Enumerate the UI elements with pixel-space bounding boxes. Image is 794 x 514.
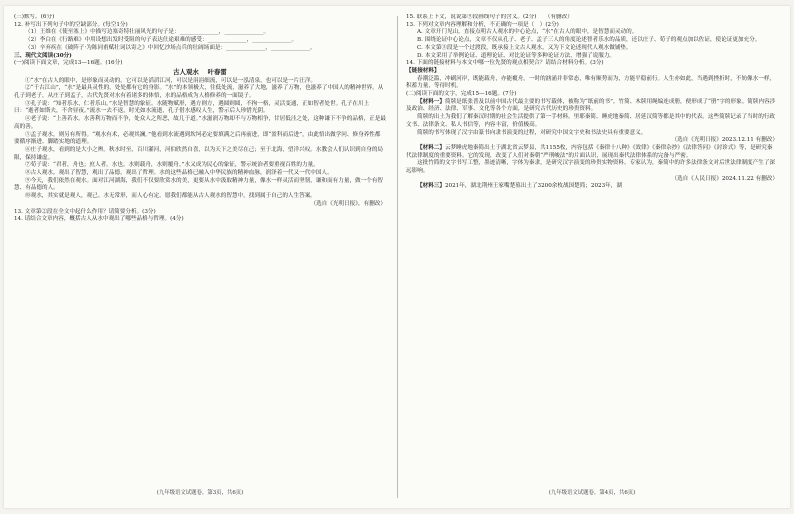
choice-a: A. 文章开门见山，直接点明古人观水的中心论点，“水”在古人的眼中，是智慧而灵动的。 [417,29,638,36]
column-divider [397,16,398,498]
article-paragraph: ②“千古江山”，“水”是最具灵性的，处处都有它的身影。“水”的本领极大，往低处流，滋养了大地，滋养了万物，也滋养了中国人的精神世界。从孔子到老子，从庄子到孟子，古代先贤对水有着诸多的体悟，水的品格成为人格修养的一面镜子。 [14,85,384,100]
question-12: 12. 补写出下列句子中的空缺部分。(每空1分) [14,21,128,28]
material-1-title: 【材料一】 [417,98,445,105]
material-2-source: （选自《人民日报》2024.11.22 有删改） [671,175,778,182]
choice-d: D. 本文采用了举例论证、道理论证、对比论证等多种论证方法，增强了说服力。 [417,52,616,59]
material-2-paragraph: 【材料二】云梦睡虎地秦简出土于湖北省云梦县，共1155枚，内容包括《秦律十八种》《效律》《秦律杂抄》《法律答问》《封诊式》等，是研究秦代法律制度的重要资料。它的发现，改变了人们对秦朝“严刑峻法”的片面认识，展现出秦代法律体系的完备与严密。 [406,144,773,159]
question-link: 14. 下面的链接材料与本文中哪一位先贤的观点相契合？请结合材料分析。(3分) [406,60,604,67]
material-1-paragraph: 简牍的出土为我们了解秦汉时期的社会生活提供了第一手材料。里耶秦简、睡虎地秦简、居延汉简等都是其中的代表。这些简牍记录了当时的行政文书、法律条文、私人书信等，内容丰富，价值极高。 [406,114,776,128]
question-choice: 13. 下列对文章内容理解和分析，不正确的一项是（ ）(2分) [406,21,559,28]
article-paragraph: ⑤孟子观水，则另有所得。“观水有术，必观其澜。”他看到水流遇到坎坷必定要填满之后再前进，即“盈科而后进”，由此悟出做学问、修身养性都要循序渐进、脚踏实地的道理。 [14,131,381,146]
choice-b: B. 围绕论证中心论点，文章不仅从孔子、老子、孟子三人的角度论述智者乐水的品质，还以庄子、荀子的观点加以佐证，使论证更加充分。 [417,37,761,44]
material-1-paragraph: 【材料一】简牍是纸张普及以前中国古代最主要的书写载体，被称为“纸前的书”。竹简、木牍用绳编连成册，便形成了“册”字的形象。简牍内容涉及政治、经济、法律、军事、文化等各个方面，是研究古代历史的珍贵资料。 [406,98,776,113]
material-1-paragraph: 简牍的书写体现了汉字由篆书向隶书演变的过程，对研究中国文字史和书法史具有重要意义。 [417,129,647,136]
article-paragraph: ⑧古人观水，观出了智慧，观出了品德，观出了哲理。水的这些品格已融入中华民族的精神血脉，润泽着一代又一代中国人。 [25,170,333,177]
reading-2-instruction: (二)阅读下面的文字，完成15—16题。(7分) [406,91,517,98]
choice-c: C. 本文第③段是一个过渡段，既承接上文古人观水，又为下文论述现代人观水做铺垫。 [417,44,632,51]
article-paragraph: ⑦荀子说：“君者，舟也；庶人者，水也。水则载舟，水则覆舟。”水又成为民心的象征，警示统治者要重视百姓的力量。 [25,162,319,169]
material-2-paragraph: 这批竹简的文字书写工整，墨迹清晰，字体为秦隶，是研究汉字演变的珍贵实物资料。专家认为，秦简中的许多法律条文对后世法律制度产生了深远影响。 [406,160,776,175]
article-paragraph: ⑥庄子观水，看到的是大小之辨。秋水时至，百川灌河，河伯欣然自喜，以为天下之美尽在己；至于北海，望洋兴叹。水教会人们认识到自身的局限，保持谦虚。 [14,146,384,161]
link-material-text: 春潮泛滥，冲刷河岸，既能载舟，亦能覆舟。一时的汹涌并非常态，唯有顺势而为，方能平稳前行。人生亦如此，当遇到挫折时，不妨像水一样，积蓄力量，等待时机。 [406,75,776,90]
question-12-item-1: （1）王维在《使至塞上》中描写边塞奇特壮丽风光的句子是：______________，______________。 [25,29,270,36]
article-title: 古人观水 [173,67,199,76]
page-footer-left: (九年级语文试题卷，第3页，共6页) [156,490,244,497]
question-14: 14. 请结合文章内容，概括古人从水中观出了哪些品格与哲理。(4分) [14,216,184,223]
section-modern-reading: 三、现代文阅读(30分) [14,52,72,59]
exam-sheet [4,6,790,508]
reading-1-instruction: (一)阅读下面文章，完成13—16题。(16分) [14,60,123,67]
link-material-title: 【链接材料】 [406,67,440,74]
page-footer-right: (九年级语文试题卷，第4页，共6页) [548,490,636,497]
article-author: 叶春雷 [207,67,227,76]
article-paragraph: ⑩观水，其实就是观人，观己。水无常形，而人心有定。愿我们都能从古人观水的智慧中，找到属于自己的人生答案。 [25,193,316,200]
article-paragraph: ④老子说：“上善若水。水善利万物而不争，处众人之所恶，故几于道。”水滋润万物却不与万物相争，甘居低洼之处，这种谦下不争的品格，正是最高的善。 [14,116,386,130]
material-2-title: 【材料二】 [417,144,445,151]
question-12-item-2: （2）李白在《行路难》中用设想出发时受阻的句子表达仕途艰难的感受：______________，______________。 [25,37,298,44]
article-source: （选自《光明日报》，有删改） [310,200,386,207]
page-3-column [14,14,386,500]
question-13: 13. 文章第②段在全文中起什么作用？请简要分析。(3分) [14,208,156,215]
question-15: 15. 联系上下文，说说第⑨段画线句子的含义。(2分) （有删改） [406,14,573,20]
question-12-item-3: （3）辛弃疾在《破阵子·为陈同甫赋壮词以寄之》中回忆沙场点兵的壮阔场面是：______________，______________。 [25,44,316,51]
material-1-source: （选自《光明日报》2023.12.11 有删改） [671,137,778,144]
page-4-column [406,14,778,500]
article-paragraph: ③孔子说：“知者乐水，仁者乐山。”水是智慧的象征。水随物赋形，遇方则方，遇圆则圆，不拘一格，灵活变通，正如智者处世。孔子在川上曰：“逝者如斯夫，不舍昼夜。”流水一去不返，时光如水流逝，孔子借水感叹人生，警示后人珍惜光阴。 [14,100,370,115]
material-3-paragraph: 【材料三】2021年，湖北荆州王家嘴楚墓出土了3200余枚战国楚简；2023年，湖 [417,183,622,190]
article-title-line [14,69,386,77]
article-paragraph: ⑨今天，我们依然在观水。面对江河湖海，我们不仅要欣赏水的美，更要从水中汲取精神力量，像水一样灵活而坚韧，谦和而有力量，做一个有智慧、有品德的人。 [14,177,384,192]
material-3-title: 【材料三】 [417,183,445,190]
article-paragraph: ①“水”在古人的眼中，是形象而灵动的。它可以是滔滔江河，可以是涓涓细流，可以是一泓清泉，也可以是一片汪洋。 [25,77,317,84]
section-dictation: (三)默写。(6分) [14,14,55,20]
